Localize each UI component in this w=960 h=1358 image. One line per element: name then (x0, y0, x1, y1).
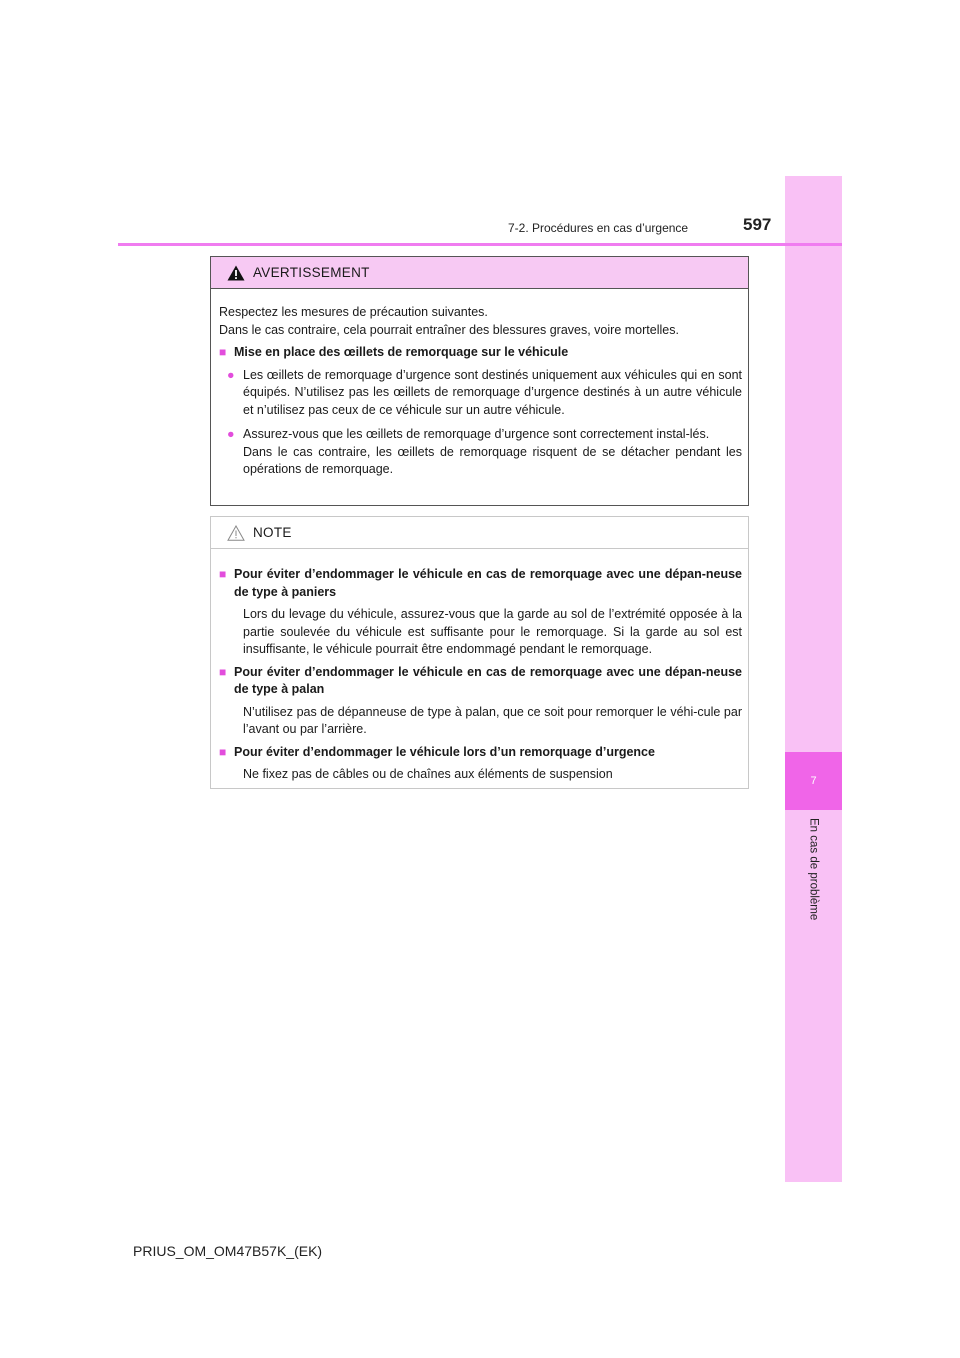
note-title: NOTE (253, 525, 292, 540)
round-bullet-icon: ● (227, 427, 235, 441)
note-heading (219, 566, 742, 601)
note-box (210, 516, 749, 789)
chapter-label: En cas de problème (807, 818, 820, 921)
note-body (211, 549, 748, 784)
page-number: 597 (743, 215, 772, 234)
square-bullet-icon: ■ (219, 567, 227, 581)
caution-triangle-outline-icon (227, 525, 245, 541)
warning-box (210, 256, 749, 506)
section-title: 7-2. Procédures en cas d’urgence (508, 221, 689, 235)
warning-heading (219, 344, 742, 362)
warning-bullet-text: Assurez-vous que les œillets de remorquage d’urgence sont correctement instal-lés. (243, 427, 710, 441)
warning-triangle-icon (227, 265, 245, 281)
warning-intro: Respectez les mesures de précaution suivantes. (219, 305, 488, 319)
header-rule (118, 243, 842, 246)
square-bullet-icon: ■ (219, 664, 227, 679)
list-item (219, 426, 742, 479)
note-header (211, 517, 748, 549)
warning-bullet-text: Dans le cas contraire, les œillets de remorquage risquent de se détacher pendant les opérations de remorquage. (243, 444, 742, 476)
warning-intro-consequence: Dans le cas contraire, cela pourrait entraîner des blessures graves, voire mortelles. (219, 322, 679, 337)
note-text: Ne fixez pas de câbles ou de chaînes aux éléments de suspension (243, 767, 613, 781)
warning-body (211, 289, 748, 479)
square-bullet-icon: ■ (219, 744, 227, 759)
square-bullet-icon: ■ (219, 345, 227, 359)
chapter-number: 7 (785, 752, 842, 810)
round-bullet-icon: ● (227, 367, 235, 382)
warning-title: AVERTISSEMENT (253, 265, 370, 280)
chapter-side-tab (785, 176, 842, 1182)
note-heading-text: Pour éviter d’endommager le véhicule en cas de remorquage avec une dépan-neuse de type à paniers (234, 567, 742, 599)
warning-heading-text: Mise en place des œillets de remorquage sur le véhicule (234, 345, 569, 359)
note-text: N’utilisez pas de dépanneuse de type à palan, que ce soit pour remorquer le véhi-cule par l’avant ou par l’arrière. (243, 704, 742, 736)
note-heading (219, 664, 742, 699)
document-code: PRIUS_OM_OM47B57K_(EK) (133, 1243, 323, 1259)
warning-bullet-text: Les œillets de remorquage d’urgence sont destinés uniquement aux véhicules qui en sont équipés. N’utilisez pas les œillets de remorquage d’urgence destinés à un autre véhicule et n’utilisez pas ceux de ce véhicule sur un autre véhicule. (243, 367, 742, 417)
list-item (219, 367, 742, 420)
note-heading-text: Pour éviter d’endommager le véhicule en cas de remorquage avec une dépan-neuse de type à palan (234, 664, 742, 696)
note-heading (219, 744, 742, 762)
note-heading-text: Pour éviter d’endommager le véhicule lors d’un remorquage d’urgence (234, 744, 655, 759)
warning-header (211, 257, 748, 289)
note-text: Lors du levage du véhicule, assurez-vous que la garde au sol de l’extrémité opposée à la partie soulevée du véhicule est suffisante pour le remorquage. Si la garde au sol est insuffisante, le véhicule pourrait être endommagé pendant le remorquage. (243, 607, 742, 656)
